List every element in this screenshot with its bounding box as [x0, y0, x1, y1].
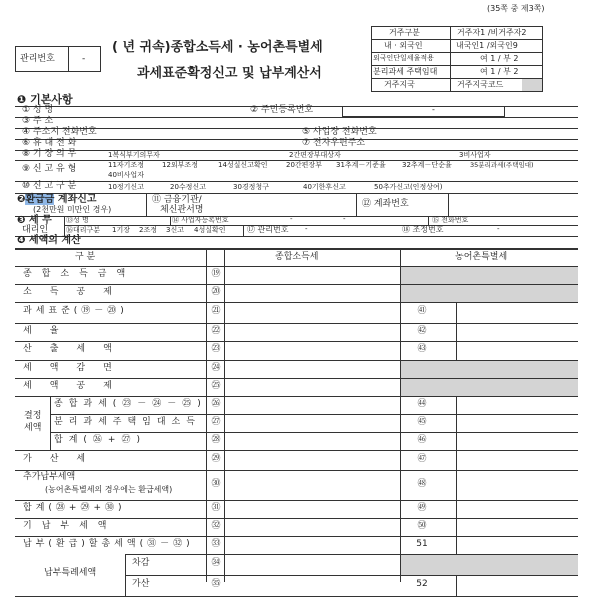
agent-opt-1[interactable]: 1기장	[112, 226, 130, 234]
row-divider	[15, 341, 578, 342]
resident-label-0: 거주구분	[389, 28, 420, 37]
row-divider	[50, 432, 578, 433]
rural-divider	[456, 536, 457, 554]
shaded-cell	[401, 555, 578, 575]
shaded-cell	[401, 379, 578, 396]
row-label: 종합과세(㉓－㉔－㉕)	[54, 399, 207, 409]
rural-divider	[456, 414, 457, 432]
row-num: ㉙	[211, 454, 221, 464]
rural-divider	[456, 323, 457, 341]
resident-label-2: 외국인단일세율적용	[373, 54, 434, 62]
row-rnum: ㊻	[417, 435, 427, 445]
section2-subtitle: (2천만원 미만인 경우)	[33, 205, 112, 214]
col-header-income: 종합소득세	[275, 252, 319, 262]
row-num: ㉜	[211, 521, 221, 531]
section3-title2: 대리인	[22, 225, 49, 235]
bank-label2: 체신관서명	[160, 205, 204, 215]
row-label: 합계(㉖+㉗)	[54, 435, 146, 445]
section1-title: ❶ 기본사항	[17, 93, 73, 106]
row-label: 추가납부세액	[23, 472, 76, 482]
row-num: ㉞	[211, 558, 221, 568]
resident-value-4: 거주지국코드	[457, 80, 504, 89]
row-num: ㉓	[211, 344, 221, 354]
agent-opt-3[interactable]: 3신고	[166, 226, 184, 234]
row-rnum: ㊶	[417, 306, 427, 316]
duty-opt-3[interactable]: 3비사업자	[459, 151, 491, 159]
row-divider	[15, 470, 578, 471]
rural-divider	[456, 470, 457, 500]
office-phone-label: ⑤ 사업장 전화번호	[302, 127, 377, 137]
row-num: ㉝	[211, 539, 221, 549]
row-num: ㉒	[211, 326, 221, 336]
home-phone-label: ④ 주소지 전화번호	[22, 127, 97, 137]
email-label: ⑦ 전자우편주소	[302, 138, 366, 148]
resident-label-3: 분리과세 주택임대	[373, 67, 438, 76]
row-rnum: ㊼	[417, 454, 427, 464]
agent-mgmt-dash: -	[305, 225, 308, 233]
agent-bizno-dash2: -	[343, 215, 346, 223]
report-opt-20[interactable]: 20간편장부	[286, 161, 322, 169]
rrn-label: ② 주민등록번호	[250, 105, 314, 115]
row-num: ㉟	[211, 579, 221, 589]
row-num: ㉕	[211, 381, 221, 391]
report-opt-12[interactable]: 12외부조정	[162, 161, 198, 169]
rural-divider	[456, 302, 457, 323]
name-label: ① 성 명	[22, 105, 54, 115]
row-num: ㉛	[211, 503, 221, 513]
account-label: ⑫ 계좌번호	[362, 199, 409, 209]
kind-opt-10[interactable]: 10정기신고	[108, 183, 144, 191]
row-rnum: ㊸	[417, 344, 427, 354]
report-opt-11[interactable]: 11자기조정	[108, 161, 144, 169]
row-num: ㉘	[211, 435, 221, 445]
shaded-cell	[401, 285, 578, 302]
row-label: 기납부세액	[23, 521, 117, 531]
special-label: 납부특례세액	[44, 568, 97, 578]
row-label: 소득공제	[23, 287, 130, 297]
agent-opt-4[interactable]: 4성실확인	[194, 226, 226, 234]
col-header-rural: 농어촌특별세	[455, 252, 508, 262]
resident-value-0: 거주자1 /비거주자2	[457, 28, 527, 37]
row-rnum: ㊿	[417, 521, 427, 531]
report-opt-31[interactable]: 31추계－기준율	[336, 161, 386, 169]
row-num: ⑲	[211, 269, 221, 279]
rrn-field[interactable]	[342, 106, 505, 117]
rural-divider	[456, 450, 457, 470]
row-label: 세액감면	[23, 363, 130, 373]
col-divider	[206, 249, 207, 582]
agent-type-label: ⑯대리구분	[66, 226, 101, 234]
section3-title: ❸ 세 무	[17, 215, 52, 226]
row-divider	[15, 500, 578, 501]
row-rnum: 52	[416, 579, 428, 589]
row-num: ㉖	[211, 399, 221, 409]
row-divider	[50, 414, 578, 415]
row-rnum: ㊺	[417, 417, 427, 427]
row-label: 분리과세주택임대소득	[54, 417, 201, 427]
agent-bizno-dash1: -	[290, 215, 293, 223]
agent-opt-2[interactable]: 2조정	[139, 226, 157, 234]
row-num: ㉚	[211, 479, 221, 489]
row-divider	[15, 302, 578, 303]
row-rnum: ㊷	[417, 326, 427, 336]
report-type-label: ⑨ 신 고 유 형	[22, 164, 77, 174]
kind-opt-20[interactable]: 20수정신고	[170, 183, 206, 191]
agent-name-label: ⑬성 명	[66, 216, 89, 224]
report-opt-14[interactable]: 14성실신고확인	[218, 161, 268, 169]
row-label: 세율	[23, 326, 77, 336]
row-label: 산출세액	[23, 344, 130, 354]
mgmt-no-label: 관리번호	[20, 54, 55, 64]
row-rnum: ㊽	[417, 479, 427, 489]
row-divider	[15, 323, 578, 324]
resident-value-3: 여 1 / 부 2	[480, 67, 519, 76]
agent-adj-dash: -	[497, 225, 500, 233]
agent-bizno-label: ⑭ 사업자등록번호	[172, 216, 229, 224]
row-divider	[15, 536, 578, 537]
rural-divider	[456, 518, 457, 536]
col-divider	[224, 249, 225, 582]
section4-title: ❹ 세액의 계산	[17, 235, 81, 246]
kind-opt-40[interactable]: 40기한후신고	[303, 183, 346, 191]
page-number: (35쪽 중 제3쪽)	[487, 4, 545, 13]
kind-opt-50[interactable]: 50추가신고(인정상여)	[374, 183, 443, 191]
section2-title: ❷환급금 계좌신고	[17, 194, 97, 205]
shaded-cell	[401, 267, 578, 284]
rrn-dash: -	[432, 105, 435, 114]
rural-divider	[456, 341, 457, 360]
rural-divider	[456, 575, 457, 596]
row-rnum: 51	[416, 539, 428, 549]
agent-mgmt-label: ⑰ 관리번호	[247, 225, 289, 234]
col-header-label: 구 분	[75, 252, 96, 262]
address-label: ③ 주 소	[22, 116, 54, 126]
row-label: 종합소득금액	[23, 269, 136, 279]
kind-opt-30[interactable]: 30경정청구	[233, 183, 269, 191]
agent-adj-label: ⑱ 조정번호	[402, 225, 444, 234]
row-label: 차감	[132, 558, 150, 568]
mgmt-no-value: -	[82, 54, 86, 64]
agent-phone-label: ⑮ 전화번호	[432, 216, 469, 224]
report-opt-35[interactable]: 35분리과세(주택임대)	[470, 161, 534, 169]
row-rnum: ㊾	[417, 503, 427, 513]
report-opt-40[interactable]: 40비사업자	[108, 171, 144, 179]
special-divider	[125, 554, 126, 596]
row-label-sub: (농어촌특별세의 경우에는 환급세액)	[45, 485, 173, 494]
bank-label: ⑪ 금융기관/	[152, 195, 202, 205]
resident-label-4: 거주지국	[384, 80, 415, 89]
row-divider	[15, 450, 578, 451]
duty-opt-1[interactable]: 1복식부기의무자	[108, 151, 160, 159]
row-label: 가산	[132, 579, 150, 589]
rural-divider	[456, 500, 457, 518]
resident-value-1: 내국인1 /외국인9	[456, 41, 518, 50]
resident-label-1: 내 · 외국인	[384, 41, 423, 50]
shaded-cell	[401, 361, 578, 378]
row-divider	[125, 575, 578, 576]
decided-divider	[50, 396, 51, 450]
rural-divider	[456, 432, 457, 450]
duty-opt-2[interactable]: 2간편장부대상자	[289, 151, 341, 159]
report-kind-label: ⑩ 신 고 구 분	[22, 181, 77, 191]
row-rnum: ㊹	[417, 399, 427, 409]
row-label: 합계(㉘+㉙+㉚)	[23, 503, 126, 513]
row-divider	[15, 518, 578, 519]
row-num: ㉗	[211, 417, 221, 427]
resident-value-2: 여 1 / 부 2	[480, 54, 519, 63]
row-label: 세액공제	[23, 381, 130, 391]
row-num: ㉑	[211, 306, 221, 316]
rural-divider	[456, 396, 457, 414]
decided-label-2: 세액	[24, 423, 42, 433]
row-divider	[15, 396, 578, 397]
form-title-line1: ( 년 귀속)종합소득세 · 농어촌특별세	[112, 40, 323, 55]
decided-label-1: 결정	[24, 411, 42, 421]
row-label: 가산세	[23, 454, 104, 464]
row-label: 납부(환급)할총세액(㉛－㉜)	[23, 539, 194, 549]
report-opt-32[interactable]: 32추계－단순율	[402, 161, 452, 169]
mobile-label: ⑥ 휴 대 전 화	[22, 138, 77, 148]
form-title-line2: 과세표준확정신고 및 납부계산서	[137, 66, 322, 81]
row-num: ㉔	[211, 363, 221, 373]
row-label: 과세표준(⑲－⑳)	[23, 306, 128, 316]
row-num: ⑳	[211, 287, 221, 297]
duty-label: ⑧ 기 장 의 무	[22, 149, 77, 159]
